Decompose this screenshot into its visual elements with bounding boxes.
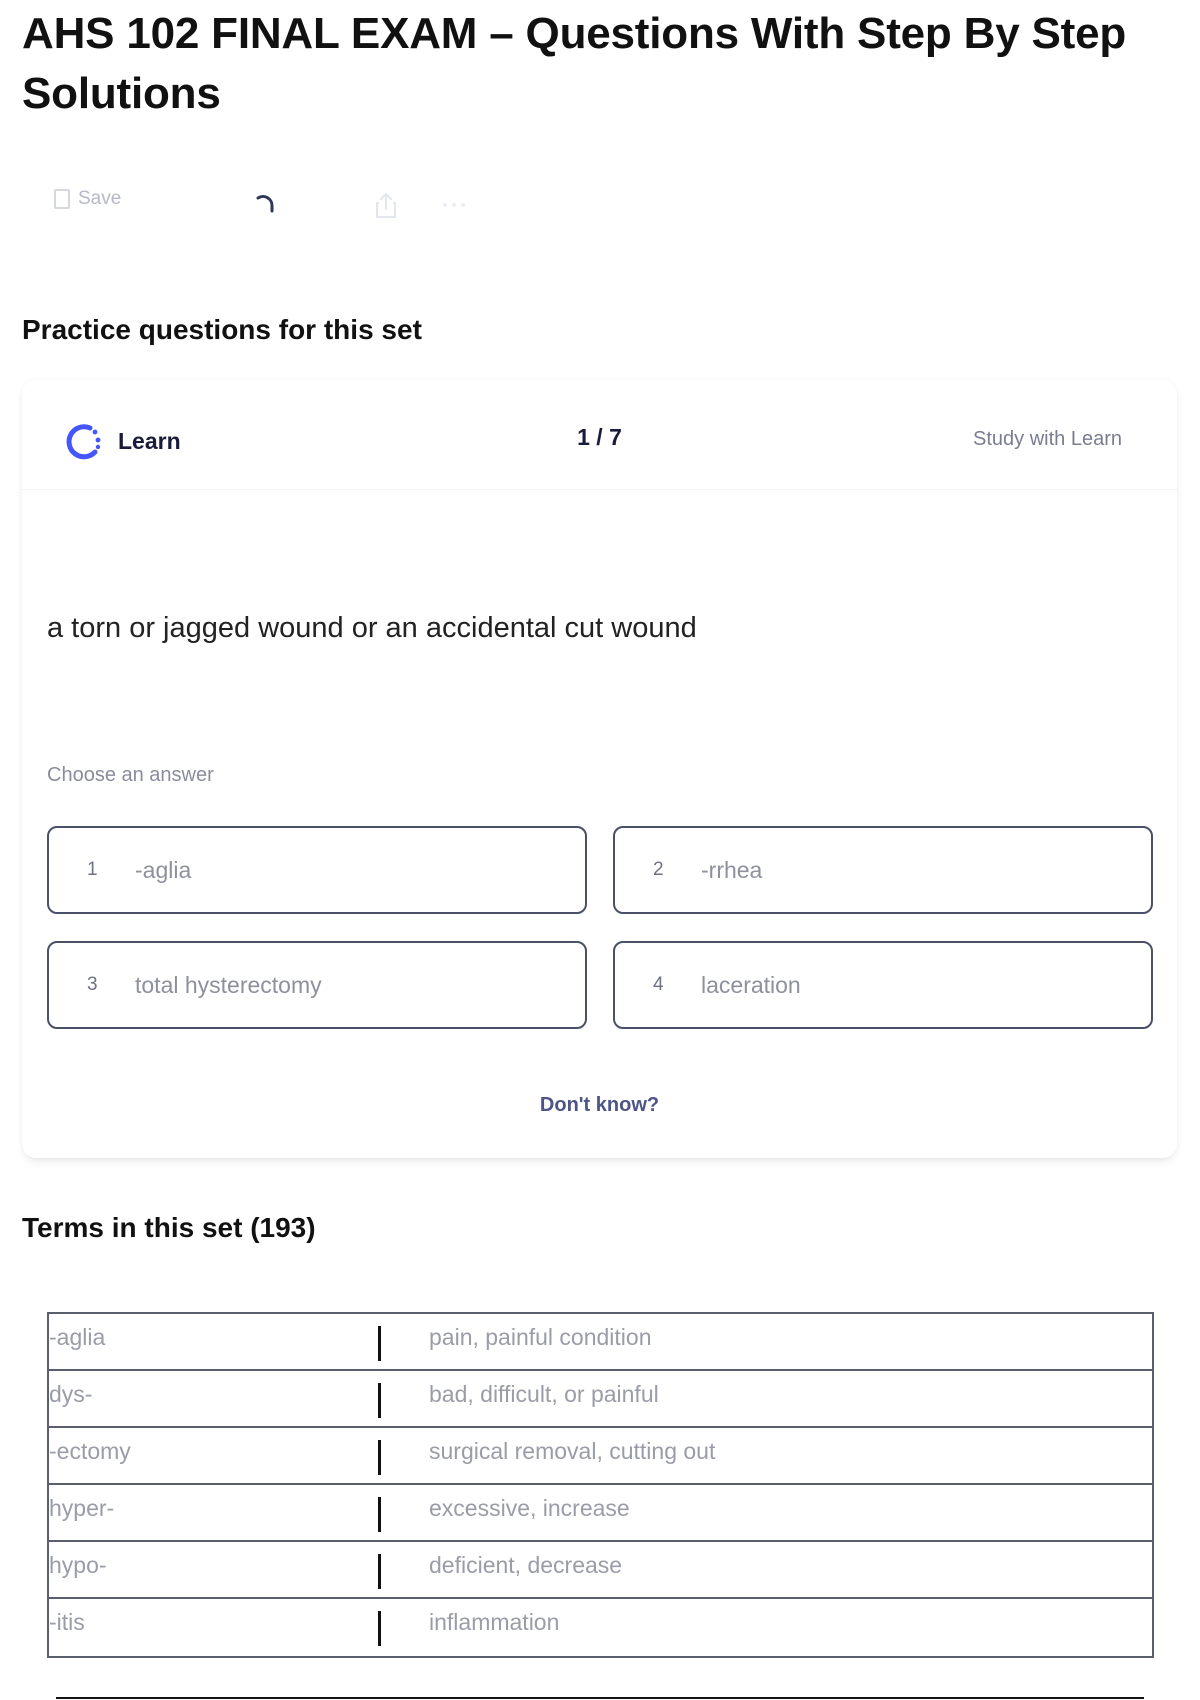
terms-table: [47, 1312, 1154, 1658]
save-button[interactable]: [54, 188, 121, 210]
term-divider: [378, 1611, 381, 1646]
term-divider: [378, 1440, 381, 1475]
page-title: AHS 102 FINAL EXAM – Questions With Step By Step Solutions: [22, 9, 1127, 118]
save-label: Save: [78, 188, 122, 209]
practice-card: [22, 380, 1177, 1158]
option-number: 3: [87, 974, 98, 995]
loading-spinner-icon: [250, 192, 278, 220]
learn-mode-label: Learn: [118, 427, 181, 454]
question-progress: 1 / 7: [577, 424, 622, 450]
practice-heading: Practice questions for this set: [22, 314, 422, 345]
term-word: dys-: [49, 1381, 93, 1407]
answer-option-1[interactable]: [47, 826, 587, 914]
term-definition: deficient, decrease: [429, 1552, 623, 1578]
term-word: -itis: [49, 1609, 85, 1635]
term-divider: [378, 1497, 381, 1532]
term-definition: pain, painful condition: [429, 1324, 652, 1350]
term-row: [49, 1599, 1152, 1656]
answer-option-4[interactable]: [613, 941, 1153, 1029]
question-prompt: a torn or jagged wound or an accidental cut wound: [47, 612, 697, 644]
term-word: -aglia: [49, 1324, 106, 1350]
term-row: [49, 1485, 1152, 1542]
loading-spinner: [244, 186, 284, 226]
term-row: [49, 1542, 1152, 1599]
term-row: [49, 1428, 1152, 1485]
option-number: 2: [653, 859, 664, 880]
term-word: -ectomy: [49, 1438, 131, 1464]
term-divider: [378, 1383, 381, 1418]
share-button[interactable]: [366, 188, 406, 222]
option-text: laceration: [701, 971, 801, 998]
option-number: 1: [87, 859, 98, 880]
answer-option-3[interactable]: [47, 941, 587, 1029]
term-row: [49, 1314, 1152, 1371]
set-toolbar: [54, 188, 574, 222]
term-divider: [378, 1554, 381, 1589]
option-text: -aglia: [135, 856, 192, 883]
more-options-button[interactable]: [434, 188, 474, 222]
practice-card-header: [22, 380, 1177, 490]
study-with-learn-link[interactable]: Study with Learn: [973, 428, 1122, 450]
answer-option-2[interactable]: [613, 826, 1153, 914]
term-definition: inflammation: [429, 1609, 560, 1635]
term-row: [49, 1371, 1152, 1428]
term-definition: surgical removal, cutting out: [429, 1438, 716, 1464]
more-options-icon: [439, 200, 469, 210]
term-word: hyper-: [49, 1495, 115, 1521]
choose-answer-label: Choose an answer: [47, 764, 214, 786]
option-text: -rrhea: [701, 856, 763, 883]
bottom-divider: [56, 1697, 1144, 1699]
option-text: total hysterectomy: [135, 971, 322, 998]
share-icon: [373, 190, 399, 220]
bookmark-icon: [54, 189, 70, 209]
term-divider: [378, 1326, 381, 1361]
term-definition: bad, difficult, or painful: [429, 1381, 659, 1407]
terms-heading: Terms in this set (193): [22, 1212, 316, 1243]
term-definition: excessive, increase: [429, 1495, 630, 1521]
dont-know-button[interactable]: Don't know?: [539, 1094, 660, 1116]
option-number: 4: [653, 974, 664, 995]
term-word: hypo-: [49, 1552, 107, 1578]
